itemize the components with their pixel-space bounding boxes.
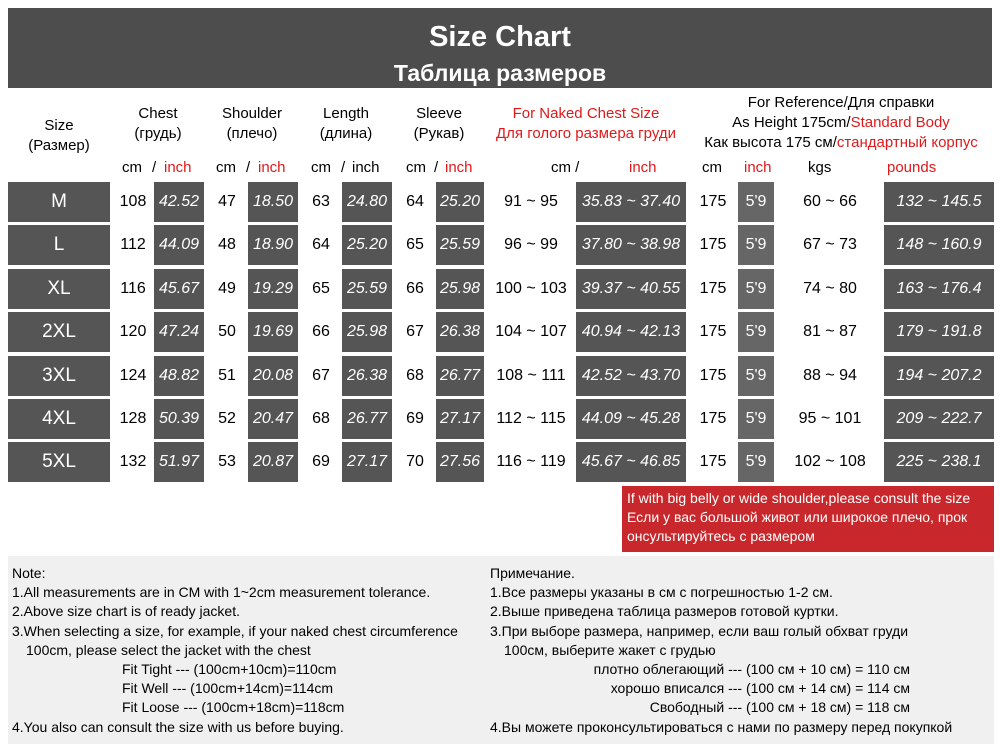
cell-chest-in: 50.39 [154,399,204,439]
cell-kgs: 95 ~ 101 [776,399,884,439]
unit-shoulder-slash: / [246,159,251,176]
cell-chest-cm: 108 [112,182,154,222]
cell-chest-cm: 112 [112,225,154,265]
cell-length-cm: 68 [300,399,342,439]
unit-naked-inch: inch [629,159,657,176]
cell-naked-in: 39.37 ~ 40.55 [576,269,686,309]
cell-chest-cm: 120 [112,312,154,352]
unit-length-cm: cm [311,159,331,176]
cell-length-cm: 66 [300,312,342,352]
cell-pounds: 179 ~ 191.8 [884,312,994,352]
size-label: M [8,182,110,222]
cell-naked-in: 44.09 ~ 45.28 [576,399,686,439]
cell-height-in: 5'9 [738,442,774,482]
unit-ref-cm: cm [702,159,722,176]
cell-shoulder-cm: 49 [206,269,248,309]
cell-sleeve-cm: 64 [394,182,436,222]
cell-kgs: 67 ~ 73 [776,225,884,265]
cell-naked-cm: 104 ~ 107 [486,312,576,352]
cell-naked-cm: 96 ~ 99 [486,225,576,265]
cell-height-cm: 175 [688,182,738,222]
cell-kgs: 88 ~ 94 [776,356,884,396]
cell-chest-in: 51.97 [154,442,204,482]
title-ru: Таблица размеров [393,60,607,86]
cell-sleeve-in: 26.77 [436,356,484,396]
size-label: 2XL [8,312,110,352]
cell-pounds: 163 ~ 176.4 [884,269,994,309]
cell-naked-in: 40.94 ~ 42.13 [576,312,686,352]
header-length: Length (длина) [300,104,392,144]
cell-naked-cm: 116 ~ 119 [486,442,576,482]
cell-length-in: 26.77 [342,399,392,439]
cell-naked-cm: 108 ~ 111 [486,356,576,396]
cell-naked-cm: 100 ~ 103 [486,269,576,309]
cell-sleeve-cm: 65 [394,225,436,265]
cell-chest-cm: 116 [112,269,154,309]
cell-chest-in: 47.24 [154,312,204,352]
cell-height-in: 5'9 [738,182,774,222]
cell-length-in: 24.80 [342,182,392,222]
unit-ref-inch: inch [744,159,772,176]
cell-length-in: 25.59 [342,269,392,309]
cell-height-cm: 175 [688,269,738,309]
cell-length-cm: 63 [300,182,342,222]
cell-height-in: 5'9 [738,269,774,309]
cell-sleeve-cm: 69 [394,399,436,439]
cell-pounds: 209 ~ 222.7 [884,399,994,439]
size-label: XL [8,269,110,309]
cell-shoulder-in: 19.69 [248,312,298,352]
cell-shoulder-in: 18.90 [248,225,298,265]
cell-kgs: 74 ~ 80 [776,269,884,309]
cell-shoulder-in: 18.50 [248,182,298,222]
cell-shoulder-cm: 47 [206,182,248,222]
cell-pounds: 225 ~ 238.1 [884,442,994,482]
size-label: 5XL [8,442,110,482]
cell-shoulder-in: 19.29 [248,269,298,309]
cell-sleeve-cm: 70 [394,442,436,482]
cell-chest-cm: 128 [112,399,154,439]
cell-naked-in: 42.52 ~ 43.70 [576,356,686,396]
unit-naked-cm: cm / [551,159,580,176]
size-label: L [8,225,110,265]
unit-shoulder-cm: cm [216,159,236,176]
cell-height-cm: 175 [688,356,738,396]
unit-chest-slash: / [152,159,157,176]
cell-chest-in: 44.09 [154,225,204,265]
cell-height-cm: 175 [688,225,738,265]
title-bar [8,8,992,88]
cell-chest-cm: 132 [112,442,154,482]
cell-naked-in: 45.67 ~ 46.85 [576,442,686,482]
cell-chest-in: 42.52 [154,182,204,222]
cell-sleeve-in: 25.20 [436,182,484,222]
cell-sleeve-cm: 66 [394,269,436,309]
cell-naked-cm: 91 ~ 95 [486,182,576,222]
notes-panel [8,556,994,744]
size-label: 3XL [8,356,110,396]
notes-russian: Примечание. 1.Все размеры указаны в см с погрешностью 1-2 см. 2.Выше приведена таблица размеров готовой куртки. 3.При выборе размера, например, если ваш голый обхват груди 100см, выберите жакет с грудью плотно облегающий --- (100 см + 10 см) = 110 см хорошо вписался --- (100 см + 14 см) = 114 см Свободный --- (100 см + 18 см) = 118 см 4.Вы можете проконсультироваться с нами по размеру перед покупкой [490,565,953,735]
title-en: Size Chart [429,21,571,53]
header-reference: For Reference/Для справки As Height 175cm/Standard Body Как высота 175 см/стандартный корпус [688,93,994,153]
cell-shoulder-cm: 50 [206,312,248,352]
unit-sleeve-slash: / [434,159,439,176]
header-shoulder: Shoulder (плечо) [206,104,298,144]
unit-ref-kgs: kgs [808,159,832,176]
cell-naked-in: 37.80 ~ 38.98 [576,225,686,265]
cell-length-cm: 67 [300,356,342,396]
cell-length-cm: 65 [300,269,342,309]
header-naked-chest: For Naked Chest Size Для голого размера груди [486,104,686,144]
cell-chest-cm: 124 [112,356,154,396]
cell-sleeve-in: 26.38 [436,312,484,352]
unit-shoulder-inch: inch [258,159,286,176]
cell-naked-in: 35.83 ~ 37.40 [576,182,686,222]
cell-kgs: 102 ~ 108 [776,442,884,482]
cell-pounds: 194 ~ 207.2 [884,356,994,396]
header-sleeve: Sleeve (Рукав) [394,104,484,144]
cell-chest-in: 48.82 [154,356,204,396]
unit-length-slash: / [341,159,346,176]
cell-pounds: 132 ~ 145.5 [884,182,994,222]
cell-height-cm: 175 [688,442,738,482]
cell-height-in: 5'9 [738,356,774,396]
cell-length-in: 25.20 [342,225,392,265]
cell-kgs: 60 ~ 66 [776,182,884,222]
size-label: 4XL [8,399,110,439]
cell-length-in: 26.38 [342,356,392,396]
cell-length-cm: 64 [300,225,342,265]
cell-sleeve-cm: 68 [394,356,436,396]
cell-shoulder-in: 20.87 [248,442,298,482]
unit-sleeve-inch: inch [445,159,473,176]
cell-shoulder-cm: 53 [206,442,248,482]
consult-warning: If with big belly or wide shoulder,please consult the size Если у вас большой живот или широкое плечо, прок онсультируйтесь с размером [622,486,994,552]
cell-naked-cm: 112 ~ 115 [486,399,576,439]
cell-height-in: 5'9 [738,225,774,265]
unit-ref-pounds: pounds [887,159,937,176]
cell-shoulder-cm: 48 [206,225,248,265]
cell-shoulder-cm: 52 [206,399,248,439]
unit-chest-cm: cm [122,159,142,176]
header-size: Size (Размер) [8,116,110,156]
cell-length-in: 25.98 [342,312,392,352]
unit-sleeve-cm: cm [406,159,426,176]
cell-length-in: 27.17 [342,442,392,482]
cell-sleeve-cm: 67 [394,312,436,352]
cell-pounds: 148 ~ 160.9 [884,225,994,265]
cell-sleeve-in: 27.56 [436,442,484,482]
cell-length-cm: 69 [300,442,342,482]
unit-chest-inch: inch [164,159,192,176]
cell-sleeve-in: 27.17 [436,399,484,439]
cell-height-in: 5'9 [738,312,774,352]
header-chest: Chest (грудь) [112,104,204,144]
cell-height-cm: 175 [688,312,738,352]
cell-sleeve-in: 25.98 [436,269,484,309]
cell-sleeve-in: 25.59 [436,225,484,265]
cell-height-cm: 175 [688,399,738,439]
notes-english: Note: 1.All measurements are in CM with 1~2cm measurement tolerance. 2.Above size chart is of ready jacket. 3.When selecting a size, for example, if your naked chest circumference 100cm, please select the jacket with the chest Fit Tight --- (100cm+10cm)=110cm Fit Well --- (100cm+14cm)=114cm Fit Loose --- (100cm+18cm)=118cm 4.You also can consult the size with us before buying. [12,565,458,735]
cell-kgs: 81 ~ 87 [776,312,884,352]
cell-shoulder-cm: 51 [206,356,248,396]
cell-shoulder-in: 20.08 [248,356,298,396]
unit-length-inch: inch [352,159,380,176]
cell-shoulder-in: 20.47 [248,399,298,439]
cell-chest-in: 45.67 [154,269,204,309]
cell-height-in: 5'9 [738,399,774,439]
